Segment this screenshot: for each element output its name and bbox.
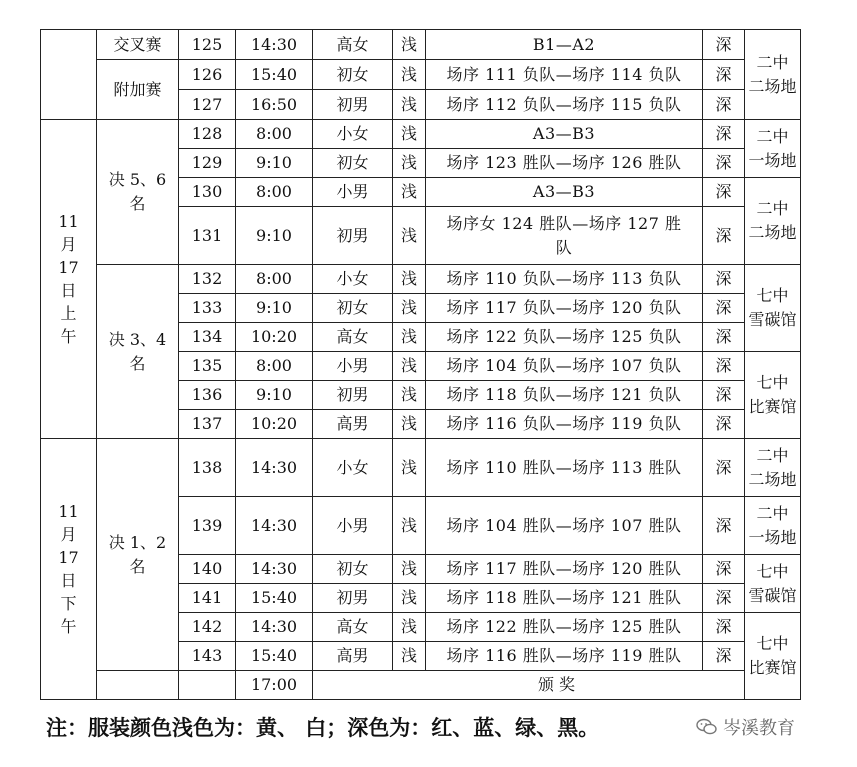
schedule-table [40,29,801,700]
match-time: 8:00 [236,178,313,207]
light-color-cell: 浅 [393,90,426,120]
light-color-cell: 浅 [393,439,426,497]
group-cell: 初男 [313,90,393,120]
light-color-cell: 浅 [393,381,426,410]
group-cell: 初男 [313,207,393,265]
light-color-cell: 浅 [393,294,426,323]
award-label: 颁 奖 [313,671,801,700]
match-number: 138 [179,439,236,497]
award-row [41,671,801,700]
venue-cell [745,265,801,352]
match-time: 8:00 [236,120,313,149]
table-row [41,265,801,294]
match-number: 127 [179,90,236,120]
venue-cell [745,555,801,613]
table-row [41,60,801,90]
dark-color-cell: 深 [703,90,745,120]
group-cell: 小男 [313,497,393,555]
dark-color-cell: 深 [703,497,745,555]
light-color-cell: 浅 [393,642,426,671]
award-time: 17:00 [236,671,313,700]
watermark [696,714,795,740]
venue-cell [745,439,801,497]
match-number: 130 [179,178,236,207]
group-cell: 高女 [313,30,393,60]
dark-color-cell: 深 [703,613,745,642]
match-number: 133 [179,294,236,323]
match-time: 16:50 [236,90,313,120]
group-cell: 小男 [313,178,393,207]
match-number: 143 [179,642,236,671]
dark-color-cell: 深 [703,178,745,207]
match-cell: 场序 110 胜队—场序 113 胜队 [426,439,703,497]
light-color-cell: 浅 [393,149,426,178]
match-time: 15:40 [236,642,313,671]
group-cell: 初女 [313,149,393,178]
match-time: 9:10 [236,294,313,323]
match-number: 136 [179,381,236,410]
dark-color-cell: 深 [703,30,745,60]
match-number: 128 [179,120,236,149]
match-cell: 场序 104 负队—场序 107 负队 [426,352,703,381]
match-cell: 场序 111 负队—场序 114 负队 [426,60,703,90]
dark-color-cell: 深 [703,60,745,90]
match-number: 140 [179,555,236,584]
venue-school: 七中 [756,373,789,392]
dark-color-cell: 深 [703,352,745,381]
match-time: 9:10 [236,207,313,265]
match-number: 137 [179,410,236,439]
venue-court: 雪碳馆 [748,310,797,329]
group-cell: 高女 [313,613,393,642]
match-time: 14:30 [236,555,313,584]
light-color-cell: 浅 [393,265,426,294]
match-time: 8:00 [236,352,313,381]
table-row [41,439,801,497]
match-cell: 场序 112 负队—场序 115 负队 [426,90,703,120]
venue-school: 二中 [756,445,789,465]
match-number: 139 [179,497,236,555]
light-color-cell: 浅 [393,323,426,352]
match-time: 9:10 [236,149,313,178]
dark-color-cell: 深 [703,381,745,410]
match-cell: 场序 117 负队—场序 120 负队 [426,294,703,323]
venue-cell [745,120,801,178]
match-time: 10:20 [236,410,313,439]
light-color-cell: 浅 [393,352,426,381]
dark-color-cell: 深 [703,555,745,584]
venue-cell [745,178,801,265]
venue-court: 比赛馆 [748,658,797,677]
venue-school: 七中 [756,286,789,305]
dark-color-cell: 深 [703,323,745,352]
group-cell: 初男 [313,584,393,613]
match-cell: 场序 122 胜队—场序 125 胜队 [426,613,703,642]
match-time: 14:30 [236,497,313,555]
dark-color-cell: 深 [703,584,745,613]
light-color-cell: 浅 [393,207,426,265]
venue-school: 二中 [756,503,789,523]
match-cell: 场序 117 胜队—场序 120 胜队 [426,555,703,584]
match-time: 15:40 [236,60,313,90]
match-cell: B1—A2 [426,30,703,60]
group-cell: 初女 [313,294,393,323]
table-row [41,120,801,149]
match-number: 141 [179,584,236,613]
match-cell: 场序 122 负队—场序 125 负队 [426,323,703,352]
venue-court: 比赛馆 [748,397,797,416]
venue-court: 一场地 [748,527,797,547]
wechat-icon [696,718,718,736]
group-cell: 初男 [313,381,393,410]
date-cell-morning: 11 月 17 日 上 午 [41,120,97,439]
match-number: 131 [179,207,236,265]
date-cell-blank [41,30,97,120]
dark-color-cell: 深 [703,265,745,294]
match-cell: 场序 118 胜队—场序 121 胜队 [426,584,703,613]
venue-school: 七中 [756,561,789,581]
match-cell: 场序 110 负队—场序 113 负队 [426,265,703,294]
dress-color-note: 注：服装颜色浅色为：黄、 白；深色为：红、蓝、绿、黑。 [46,716,600,740]
venue-school: 七中 [756,634,789,653]
match-cell: 场序 123 胜队—场序 126 胜队 [426,149,703,178]
round-cell-blank [97,671,179,700]
round-cell-1-2: 决 1、2 名 [97,439,179,671]
light-color-cell: 浅 [393,60,426,90]
group-cell: 小男 [313,352,393,381]
venue-court: 二场地 [748,223,797,242]
dark-color-cell: 深 [703,642,745,671]
watermark-text: 岑溪教育 [723,718,795,739]
date-cell-afternoon: 11 月 17 日 下 午 [41,439,97,700]
venue-court: 二场地 [748,76,797,96]
light-color-cell: 浅 [393,555,426,584]
match-cell: 场序女 124 胜队—场序 127 胜 队 [426,207,703,265]
round-cell: 交叉赛 [97,30,179,60]
match-number: 134 [179,323,236,352]
light-color-cell: 浅 [393,178,426,207]
match-number: 135 [179,352,236,381]
group-cell: 小女 [313,120,393,149]
match-time: 14:30 [236,30,313,60]
match-time: 8:00 [236,265,313,294]
venue-school: 二中 [756,199,789,218]
venue-cell [745,352,801,439]
light-color-cell: 浅 [393,613,426,642]
match-cell: 场序 116 胜队—场序 119 胜队 [426,642,703,671]
match-number: 132 [179,265,236,294]
match-time: 14:30 [236,439,313,497]
venue-school: 二中 [756,126,789,146]
light-color-cell: 浅 [393,584,426,613]
match-time: 15:40 [236,584,313,613]
match-time: 14:30 [236,613,313,642]
dark-color-cell: 深 [703,120,745,149]
match-number-blank [179,671,236,700]
dark-color-cell: 深 [703,149,745,178]
venue-cell [745,30,801,120]
dark-color-cell: 深 [703,439,745,497]
venue-cell [745,497,801,555]
match-time: 9:10 [236,381,313,410]
match-cell: 场序 116 负队—场序 119 负队 [426,410,703,439]
match-number: 142 [179,613,236,642]
table-row [41,30,801,60]
group-cell: 小女 [313,265,393,294]
round-cell-3-4: 决 3、4 名 [97,265,179,439]
match-number: 126 [179,60,236,90]
match-number: 129 [179,149,236,178]
match-cell: A3—B3 [426,120,703,149]
match-time: 10:20 [236,323,313,352]
group-cell: 高男 [313,642,393,671]
venue-court: 一场地 [748,150,797,170]
round-cell-5-6: 决 5、6 名 [97,120,179,265]
venue-school: 二中 [756,52,789,72]
dark-color-cell: 深 [703,294,745,323]
venue-court: 雪碳馆 [748,585,797,605]
group-cell: 初女 [313,60,393,90]
match-number: 125 [179,30,236,60]
light-color-cell: 浅 [393,410,426,439]
light-color-cell: 浅 [393,120,426,149]
group-cell: 高男 [313,410,393,439]
group-cell: 小女 [313,439,393,497]
venue-court: 二场地 [748,469,797,489]
light-color-cell: 浅 [393,30,426,60]
match-cell: A3—B3 [426,178,703,207]
dark-color-cell: 深 [703,207,745,265]
dark-color-cell: 深 [703,410,745,439]
group-cell: 初女 [313,555,393,584]
light-color-cell: 浅 [393,497,426,555]
match-cell: 场序 104 胜队—场序 107 胜队 [426,497,703,555]
match-cell: 场序 118 负队—场序 121 负队 [426,381,703,410]
round-cell: 附加赛 [97,60,179,120]
group-cell: 高女 [313,323,393,352]
